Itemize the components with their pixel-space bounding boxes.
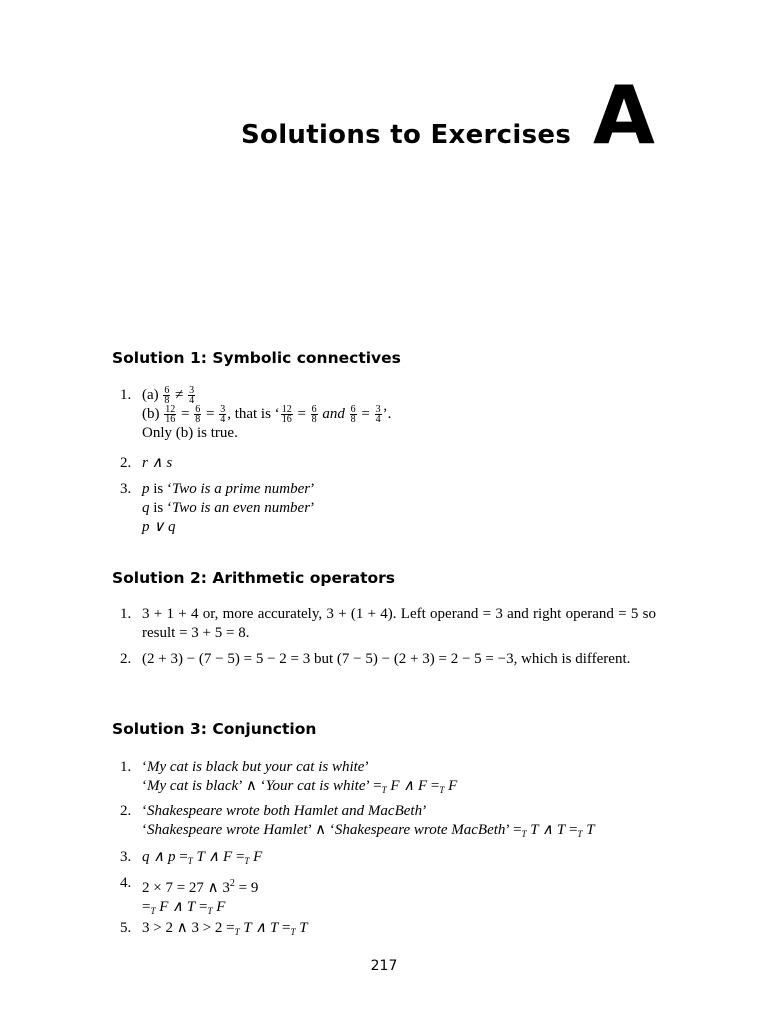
proposition: Your cat is white (265, 778, 366, 794)
equals-symbol: = (513, 822, 522, 838)
numerator: 6 (350, 404, 356, 416)
truth-subscript: T (381, 785, 387, 795)
result: F (216, 899, 226, 915)
text: ’. (382, 406, 392, 423)
denominator: 4 (375, 414, 381, 426)
solution-1-item-3 (120, 480, 656, 537)
equals-symbol: = (282, 920, 291, 936)
statement: ‘Shakespeare wrote both Hamlet and MacBeth’ (142, 803, 428, 819)
numerator: 3 (189, 385, 195, 397)
denominator: 8 (311, 414, 317, 426)
equals-symbol: = (226, 920, 235, 936)
page-number: 217 (370, 958, 398, 974)
p-definition (142, 480, 656, 499)
solution-3-item-5 (120, 919, 656, 942)
solution-2-item-1 (120, 605, 656, 643)
item-number: 2. (120, 651, 132, 667)
text: is ‘ (149, 481, 172, 497)
formula: F ∧ T (159, 899, 196, 915)
solution-3-item-2 (120, 802, 656, 844)
item-text: 3 + 1 + 4 or, more accurately, 3 + (1 + 4). Left operand = 3 and right operand = 5 so result = 3 + 5 = 8. (142, 606, 656, 641)
numerator: 12 (281, 404, 292, 416)
numerator: 3 (220, 404, 226, 416)
text: is ‘ (149, 500, 172, 516)
and-word: and (322, 406, 345, 423)
formula: p ∨ q (142, 519, 176, 535)
text: , that is ‘ (227, 406, 280, 423)
proposition: Two is a prime number (172, 481, 311, 497)
appendix-letter: A (593, 69, 655, 162)
fraction (375, 405, 382, 424)
solution-1-item-2 (120, 454, 656, 473)
solution-3-heading: Solution 3: Conjunction (112, 720, 317, 738)
evaluation: ‘My cat is black’ ∧ ‘Your cat is white’ $=_T$ F ∧ $F =_T$ F (142, 778, 458, 795)
solution-2-heading: Solution 2: Arithmetic operators (112, 569, 395, 587)
formula: r ∧ s (142, 455, 173, 471)
result: F (448, 778, 458, 794)
variable: p (142, 481, 150, 497)
equals-symbol: = (235, 849, 245, 865)
denominator: 8 (164, 395, 170, 407)
item-number: 1. (120, 387, 132, 403)
truth-subscript: T (439, 785, 445, 795)
evaluation (142, 898, 656, 921)
numerator: 6 (311, 404, 317, 416)
part-b (142, 405, 656, 424)
solution-1-heading: Solution 1: Symbolic connectives (112, 349, 401, 367)
fraction (163, 386, 170, 405)
solution-3-item-1 (120, 758, 656, 800)
proposition: Two is an even number (172, 500, 311, 516)
exponent: 2 (229, 878, 235, 889)
equals-symbol: = (430, 778, 440, 794)
evaluation: ‘Shakespeare wrote Hamlet’ ∧ ‘Shakespeare wrote MacBeth’ $=_T$ T ∧ $T =_T$ T (142, 822, 595, 839)
result: T (586, 822, 595, 838)
equals-symbol: = (373, 778, 382, 794)
formula: T ∧ F (196, 849, 233, 865)
equals-symbol: = (205, 406, 215, 423)
q-definition (142, 499, 656, 518)
truth-subscript: T (577, 829, 583, 839)
evaluation (142, 919, 656, 942)
item-number: 2. (120, 803, 132, 819)
proposition: Shakespeare wrote Hamlet (147, 822, 308, 838)
formula: 2 × 7 = 27 ∧ 3 (142, 880, 230, 896)
part-label: (b) (142, 406, 160, 423)
item-number: 2. (120, 455, 132, 471)
and-operator: ∧ (311, 822, 330, 838)
formula: T ∧ T (243, 920, 279, 936)
equals-symbol: = (181, 406, 190, 423)
denominator: 4 (189, 395, 195, 407)
chapter-title: Solutions to Exercises (241, 120, 572, 150)
solution-1-item-1 (120, 386, 656, 443)
equals-symbol: = (568, 822, 578, 838)
evaluation (142, 848, 656, 871)
formula: 3 > 2 ∧ 3 > 2 (142, 920, 223, 936)
result: F (253, 849, 263, 865)
item-number: 5. (120, 920, 132, 936)
item-number: 3. (120, 849, 132, 865)
proposition: My cat is black but your cat is white (147, 759, 365, 775)
solution-2-item-2 (120, 650, 656, 669)
denominator: 16 (281, 414, 292, 426)
proposition: Shakespeare wrote MacBeth (334, 822, 506, 838)
solution-3-item-3 (120, 848, 656, 871)
conclusion: Only (b) is true. (142, 425, 238, 442)
numerator: 12 (165, 404, 176, 416)
fraction (281, 405, 293, 424)
formula: F ∧ F (390, 778, 428, 794)
fraction (194, 405, 201, 424)
fraction (311, 405, 318, 424)
equals-symbol: = (179, 849, 188, 865)
result: T (299, 920, 308, 936)
denominator: 8 (195, 414, 201, 426)
text: ’ (310, 481, 316, 497)
numerator: 3 (375, 404, 381, 416)
denominator: 4 (220, 414, 226, 426)
truth-subscript: T (207, 906, 213, 916)
numerator: 6 (195, 404, 201, 416)
denominator: 16 (165, 414, 176, 426)
fraction (350, 405, 357, 424)
proposition: Shakespeare wrote both Hamlet and MacBeth (147, 803, 423, 819)
statement (142, 874, 656, 898)
truth-subscript: T (234, 927, 240, 937)
equals-symbol: = (198, 899, 208, 915)
part-label: (a) (142, 387, 159, 403)
item-number: 4. (120, 875, 132, 891)
not-equal-symbol: ≠ (175, 387, 184, 403)
equals-symbol: = (297, 406, 306, 423)
truth-subscript: T (521, 829, 527, 839)
truth-subscript: T (244, 856, 250, 866)
proposition: My cat is black (147, 778, 239, 794)
and-operator: ∧ (242, 778, 261, 794)
part-a (142, 386, 656, 405)
equals-symbol: = (142, 899, 151, 915)
text: ’ (310, 500, 316, 516)
item-number: 1. (120, 606, 132, 622)
formula: T ∧ T (530, 822, 566, 838)
statement: ‘My cat is black but your cat is white’ (142, 759, 370, 775)
formula: = 9 (234, 880, 259, 896)
formula: q ∧ p (142, 849, 176, 865)
item-number: 3. (120, 481, 132, 497)
equals-symbol: = (361, 406, 370, 423)
item-text: (2 + 3) − (7 − 5) = 5 − 2 = 3 but (7 − 5) − (2 + 3) = 2 − 5 = −3, which is different. (142, 651, 631, 667)
item-number: 1. (120, 759, 132, 775)
variable: q (142, 500, 150, 516)
truth-subscript: T (187, 856, 193, 866)
numerator: 6 (164, 385, 170, 397)
solution-3-item-4 (120, 874, 656, 921)
truth-subscript: T (150, 906, 156, 916)
denominator: 8 (350, 414, 356, 426)
truth-subscript: T (290, 927, 296, 937)
fraction (188, 386, 195, 405)
fraction (164, 405, 176, 424)
fraction (219, 405, 226, 424)
